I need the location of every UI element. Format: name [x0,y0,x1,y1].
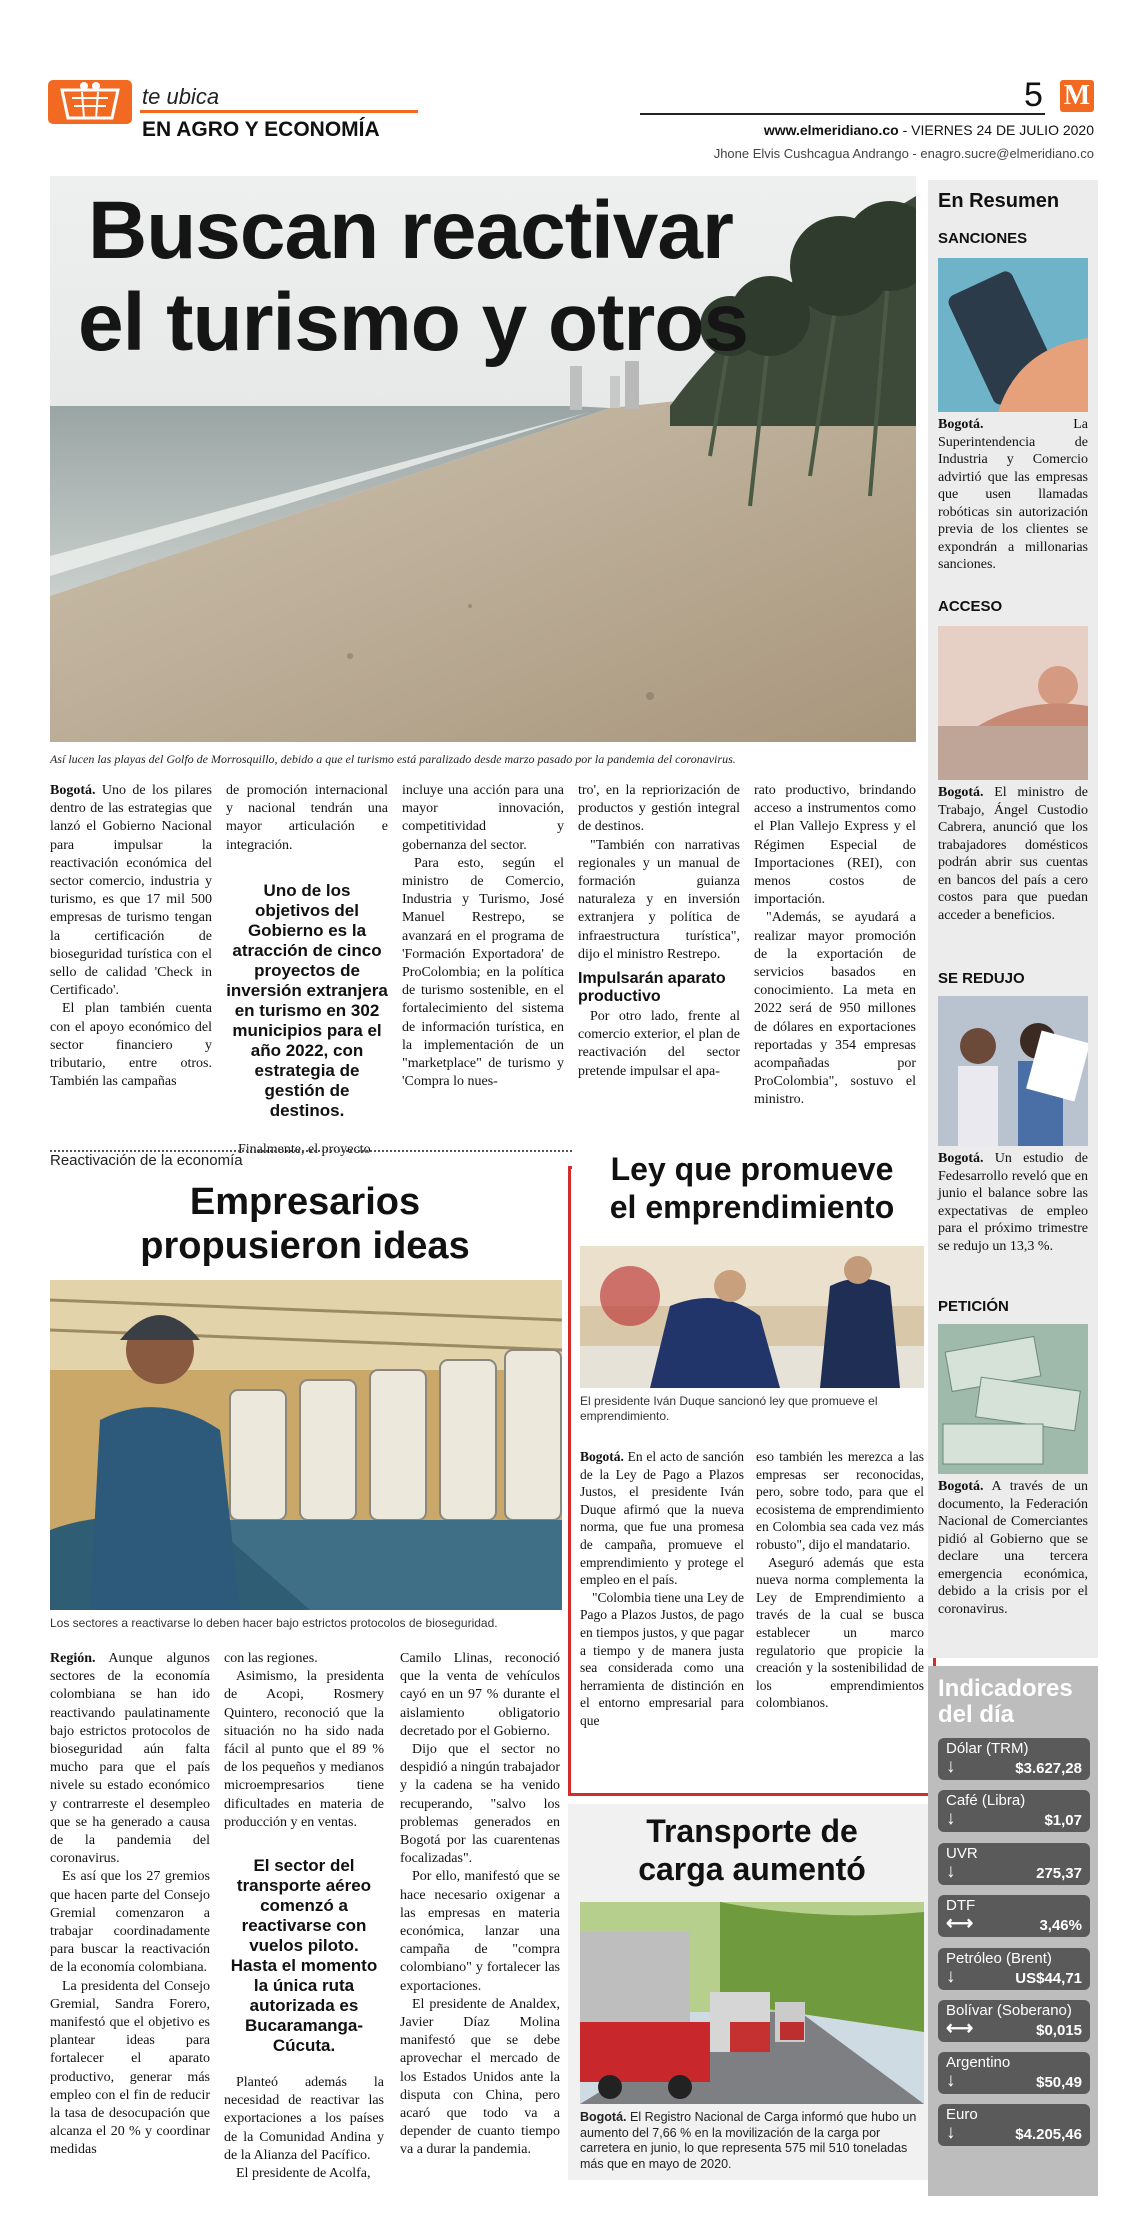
job-seekers-photo [938,996,1088,1146]
main-text: Para esto, según el ministro de Comercio, Industria y Turismo, José Manuel Restrepo, se avanzará en el programa de 'Formación Exportadora' de ProColombia; en la política de turismo sostenible, en el fortalecimiento del sistema de información turística, en la implementación de un "marketplace" de turismo y 'Compra lo nues- [402,855,564,1090]
resumen-dateline: Bogotá. [938,417,984,432]
bank-photo [938,626,1088,780]
indicator-value: $0,015 [1036,2022,1082,2039]
newspaper-logo: M [1060,80,1094,112]
main-col-2 [226,782,388,1159]
brand-small: te ubica [142,84,220,109]
indicator-label: Euro [946,2106,978,2123]
ley-title-line1: Ley que promueve [572,1150,932,1188]
indicator-value: $3.627,28 [1015,1760,1082,1777]
empresarios-text: Por ello, manifestó que se hace necesario oxigenar a las empresas en materia económica, lanzar una campaña de "compra colombiano" y fortalecer las exportaciones. [400,1869,560,1994]
main-text: "También con narrativas regionales y un manual de formación guianza naturaleza y en inversión extranjera y política de infraestructura turística", dijo el ministro Restrepo. [578,837,740,962]
indicator-card [938,2052,1090,2094]
resumen-body: El ministro de Trabajo, Ángel Custodio Cabrera, anunció que los trabajadores domésticos podrán abrir sus cuentas en bancos del país a cero costos para que puedan acceder a beneficios. [938,785,1088,923]
main-col-3 [402,782,564,1091]
factory-photo [50,1280,562,1610]
empresarios-col-2 [224,1650,384,2183]
indicator-label: Petróleo (Brent) [946,1950,1052,1967]
ley-dateline: Bogotá. [580,1449,624,1464]
indicator-card [938,2000,1090,2042]
resumen-title: En Resumen [938,190,1060,212]
empresarios-text: La presidenta del Consejo Gremial, Sandra Forero, manifestó que el objetivo es plantear ideas para fortalecer el aparato productivo, generar más empleo con el fin de reducir la tasa de desocupación que alcanza el 20 % y coordinar medidas [50,1978,210,2158]
transporte-title-line1: Transporte de [646,1813,858,1849]
main-subhead: Impulsarán aparato productivo [578,970,726,1006]
resumen-text-3 [938,1150,1088,1255]
main-text: Finalmente, el proyecto [238,1141,371,1157]
indicator-value: 3,46% [1039,1917,1082,1934]
resumen-head-4: PETICIÓN [938,1298,1009,1315]
main-headline-line1: Buscan reactivar [88,185,733,276]
resumen-text-2 [938,784,1088,924]
empresarios-title-line2: propusieron ideas [140,1225,470,1267]
main-text: de promoción internacional y nacional tendrán una mayor articulación e integración. [226,783,388,853]
trend-arrow-icon: ↓ [946,2070,956,2091]
empresarios-kicker: Reactivación de la economía [50,1152,243,1169]
header-orange-rule [140,110,418,113]
resumen-text-1 [938,416,1088,574]
ley-title-line2: el emprendimiento [609,1189,895,1225]
basket-icon [48,80,132,124]
header-rule [640,113,1045,115]
main-dateline: Bogotá. [50,783,96,798]
ley-text: "Colombia tiene una Ley de Pago a Plazos Justos, de pago en tiempos justos, y que pagar a tiempo y de manera justa sea considerada como una herramienta de distinción en el entorno empresarial para que [580,1589,744,1728]
trend-arrow-icon: ↓ [946,2122,956,2143]
indicator-value: $1,07 [1044,1812,1082,1829]
resumen-head-2: ACCESO [938,598,1003,615]
resumen-body: Un estudio de Fedesarrollo reveló que en junio el balance sobre las expectativas de empleo para el próximo trimestre se redujo un 13,3 %. [938,1151,1088,1254]
resumen-body: A través de un documento, la Federación Nacional de Comerciantes pidió al Gobierno que se declare una tercera emergencia económica, debido a la crisis por el coronavirus. [938,1479,1088,1617]
main-text: tro', en la repriorización de productos y gestión integral de destinos. [578,783,740,835]
main-text: Uno de los pilares dentro de las estrategias que lanzó el Gobierno Nacional para impulsar la reactivación económica del sector comercio, industria y turismo, es que 17 mil 500 empresas de turismo tengan la certificación de bioseguridad turística con el sello de calidad 'Check in Certificado'. [50,783,212,999]
indicator-value: 275,37 [1036,1865,1082,1882]
indicator-value: $50,49 [1036,2074,1082,2091]
resumen-dateline: Bogotá. [938,785,984,800]
duque-photo [580,1246,924,1388]
trucks-photo [580,1902,924,2104]
author-line: Jhone Elvis Cushcagua Andrango - enagro.sucre@elmeridiano.co [713,146,1094,161]
main-col-5 [754,782,916,1110]
indicator-label: Argentino [946,2054,1011,2071]
indicator-card [938,2104,1090,2146]
indicator-label: Café (Libra) [946,1792,1026,1809]
main-text: rato productivo, brindando acceso a instrumentos como el Plan Vallejo Express y el Régimen Especial de Importaciones (REI), con menos costos de importación. [754,783,916,908]
section-logo [48,80,132,124]
empresarios-text: Planteó además la necesidad de reactivar las exportaciones a los países de la Comunidad Andina y de la Alianza del Pacífico. [224,2075,384,2163]
empresarios-text: El presidente de Analdex, Javier Díaz Molina manifestó que se debe aprovechar el mercado de los Estados Unidos ante la disputa con China, pero acaró que todo va a depender de cuanto tiempo va a durar la pandemia. [400,1996,560,2158]
main-pull-quote: Uno de los objetivos del Gobierno es la atracción de cinco proyectos de inversión extranjera en turismo en 302 municipios para el año 2022, con estrategia de gestión de destinos. [226,880,388,1120]
trend-arrow-icon: ↓ [946,1756,956,1777]
indicadores-title-line1: Indicadores [938,1675,1073,1702]
site-date-line [700,122,1094,138]
trend-arrow-icon: ⟷ [946,2018,974,2039]
main-headline-line2: el turismo y otros [78,277,749,368]
empresarios-col-3 [400,1650,560,2160]
trend-arrow-icon: ⟷ [946,1913,974,1934]
ley-col-2 [756,1448,924,1712]
resumen-head-3: SE REDUJO [938,970,1025,987]
empresarios-text: con las regiones. [224,1651,318,1666]
empresarios-text: Dijo que el sector no despidió a ningún trabajador y la cadena se ha venido recuperando, "salvo los problemas generados en Bogotá por las cuarentenas focalizadas". [400,1742,560,1867]
ley-col-1 [580,1448,744,1730]
trend-arrow-icon: ↓ [946,1966,956,1987]
empresarios-text: Es así que los 27 gremios que hacen parte del Consejo Gremial comenzaron a trabajar coordinadamente para buscar la reactivación de la economía colombiana. [50,1869,210,1976]
empresarios-text: Asimismo, la presidenta de Acopi, Rosmery Quintero, reconoció que la situación no ha sido nada fácil al punto que el 89 % de los pequeños y medianos microempresarios tiene dificultades en materia de producción y en ventas. [224,1669,384,1830]
trend-arrow-icon: ↓ [946,1861,956,1882]
transporte-dateline: Bogotá. [580,2110,627,2124]
site-url: www.elmeridiano.co [763,122,899,138]
main-photo-caption: Así lucen las playas del Golfo de Morrosquillo, debido a que el turismo está paralizado desde marzo pasado por la pandemia del coronavirus. [50,752,736,766]
indicator-card [938,1895,1090,1937]
resumen-body: La Superintendencia de Industria y Comercio advirtió que las empresas que usen llamadas robóticas sin autorización previa de los clientes se expondrán a millonarias sanciones. [938,417,1088,572]
main-text: incluye una acción para una mayor innovación, competitividad y gobernanza del sector. [402,783,564,853]
indicator-value: $4.205,46 [1015,2126,1082,2143]
empresarios-text: Aunque algunos sectores de la economía colombiana se han ido reactivando paulatinamente bajo estrictos protocolos de bioseguridad aún falta mucho para que el país nivele su estado económico y contrarreste el desempleo que se ha generado a causa de la pandemia del coronavirus. [50,1651,210,1867]
transporte-text [580,2110,924,2172]
indicator-card [938,1738,1090,1780]
factory-caption: Los sectores a reactivarse lo deben hacer bajo estrictos protocolos de bioseguridad. [50,1616,498,1630]
resumen-head-1: SANCIONES [938,230,1028,247]
duque-caption: El presidente Iván Duque sancionó ley que promueve el emprendimiento. [580,1394,878,1423]
ley-text: eso también les merezca a las empresas ser reconocidas, pero, sobre todo, para que el ecosistema de emprendimiento en Colombia sea cada vez más robusto", dijo el mandatario. [756,1449,924,1552]
main-col-1 [50,782,212,1091]
indicadores-title-line2: del día [938,1701,1015,1728]
money-photo [938,1324,1088,1474]
empresarios-title-line1: Empresarios [189,1181,421,1223]
page-number: 5 [1024,76,1043,114]
indicator-card [938,1843,1090,1885]
main-col-4 [578,782,740,1081]
indicator-card [938,1948,1090,1990]
main-text: "Además, se ayudará a realizar mayor promoción de la exportación de servicios basados en conocimiento. La meta en 2022 será de 950 millones de dólares en exportaciones reportadas y 354 empresas acompañadas por ProColombia", sostuvo el ministro. [754,910,916,1108]
empresarios-text: Camilo Llinas, reconoció que la venta de vehículos cayó en un 97 % durante el aislamiento obligatorio decretado por el Gobierno. [400,1651,560,1739]
trend-arrow-icon: ↓ [946,1808,956,1829]
indicator-card [938,1790,1090,1832]
empresarios-dateline: Región. [50,1651,96,1666]
empresarios-text: El presidente de Acolfa, [236,2166,371,2182]
indicator-label: Dólar (TRM) [946,1740,1029,1757]
ley-text: En el acto de sanción de la Ley de Pago a Plazos Justos, el presidente Iván Duque afirmó que la nueva norma, que fue una promesa de campaña, promueve el emprendimiento y protege el empleo en el país. [580,1449,744,1588]
resumen-dateline: Bogotá. [938,1151,984,1166]
empresarios-col-1 [50,1650,210,2160]
phone-photo [938,258,1088,412]
ley-text: Aseguró además que esta nueva norma complementa la Ley de Emprendimiento a través de la cual se busca establecer un marco regulatorio que propicie la creación y la sostenibilidad de los emprendimientos colombianos. [756,1554,924,1711]
main-text: El plan también cuenta con el apoyo económico del sector financiero y tributario, entre otros. También las campañas [50,1001,212,1090]
empresarios-pull-quote: El sector del transporte aéreo comenzó a reactivarse con vuelos piloto. Hasta el momento la única ruta autorizada es Bucaramanga-Cúcuta. [230,1856,378,2056]
resumen-dateline: Bogotá. [938,1479,984,1494]
transporte-title-line2: carga aumentó [638,1851,866,1887]
section-title: EN AGRO Y ECONOMÍA [142,118,380,141]
indicator-value: US$44,71 [1015,1970,1082,1987]
issue-date: - VIERNES 24 DE JULIO 2020 [898,122,1094,138]
main-text: Por otro lado, frente al comercio exterior, el plan de reactivación del sector pretende impulsar el apa- [578,1009,740,1079]
transporte-body: El Registro Nacional de Carga informó que hubo un aumento del 7,66 % en la movilización de la carga por carretera en junio, lo que representa 575 mil 510 toneladas más que en mayo de 2020. [580,2110,917,2171]
resumen-text-4 [938,1478,1088,1618]
indicator-label: Bolívar (Soberano) [946,2002,1072,2019]
indicator-label: UVR [946,1845,978,1862]
indicator-label: DTF [946,1897,976,1914]
